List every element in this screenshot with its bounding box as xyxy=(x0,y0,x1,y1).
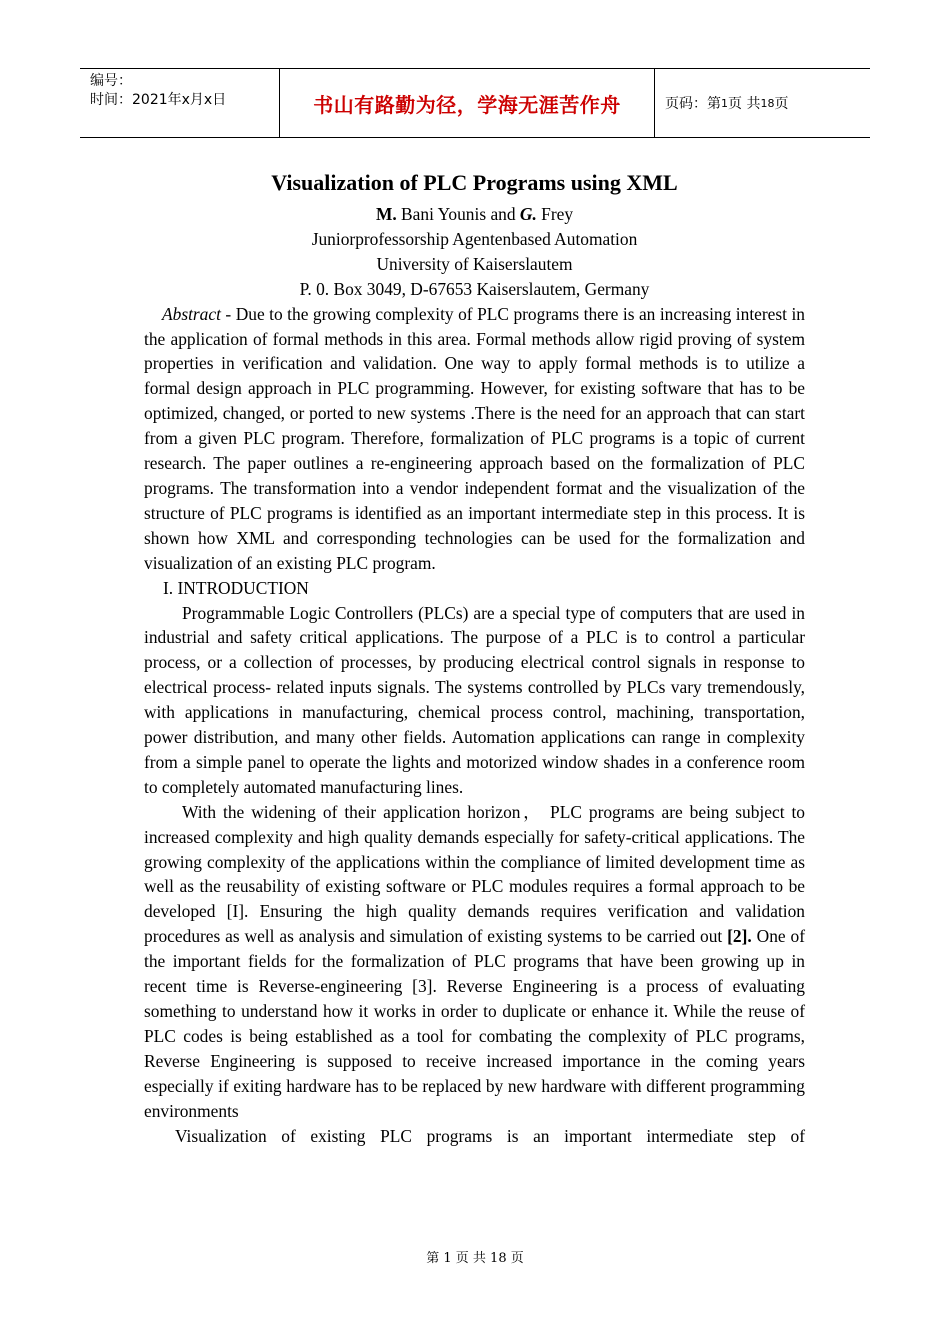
header-motto: 书山有路勤为径，学海无涯苦作舟 xyxy=(280,69,655,137)
para-2-end: One of the important fields for the formalization of PLC programs that have been growing up in recent time is Reverse-engineering [3]. Reverse Engineering is a process of evaluating something to understand how it works in order to duplicate or enhance it. While the reuse of PLC codes is being established as a tool for combating the complexity of PLC programs, Reverse Engineering is supposed to receive increased importance in the coming years especially if exiting hardware has to be replaced by new hardware with different programming environments xyxy=(144,926,805,1121)
body-paragraph-2 xyxy=(144,800,805,1124)
affiliation-line-2: University of Kaiserslautem xyxy=(376,253,573,274)
author-name-2: Frey xyxy=(536,204,574,224)
abstract-paragraph xyxy=(144,302,805,576)
author-initial-1: M. xyxy=(375,204,397,224)
page-suffix: 页 xyxy=(774,96,789,112)
body-paragraph-3: Visualization of existing PLC programs is an important intermediate step of xyxy=(175,1125,805,1146)
affiliation-line-3: P. 0. Box 3049, D-67653 Kaiserslautem, Germany xyxy=(299,278,650,299)
author-initial-2: G. xyxy=(519,204,537,224)
abstract-text: - Due to the growing complexity of PLC programs there is an increasing interest in the application of formal methods in this area. Formal methods allow rigid proving of system properties in verification and validation. One way to apply formal methods is to utilize a formal design approach in PLC programming. However, for existing software that has to be optimized, changed, or ported to new systems .There is the need for an approach that can start from a given PLC program. Therefore, formalization of PLC programs is a topic of current research. The paper outlines a re-engineering approach based on the formalization of PLC programs. The transformation into a vendor independent format and the visualization of the structure of PLC programs is identified as an important intermediate step in this process. It is shown how XML and corresponding technologies can be used for the formalization and visualization of an existing PLC program. xyxy=(144,303,805,573)
para-2-start: With the widening of their application horizon， PLC programs are being subject to increased complexity and high quality demands especially for safety-critical applications. The growing complexity of the applications within the compliance of limited development time as well as the reusability of existing software or PLC modules requires a formal approach to be developed [I]. Ensuring the high quality demands requires verification and validation procedures as well as analysis and simulation of existing systems to be carried out xyxy=(144,801,805,947)
page-footer: 第 1 页 共 18 页 xyxy=(426,1251,524,1266)
header-meta xyxy=(80,69,280,137)
body-paragraph-1: Programmable Logic Controllers (PLCs) are a special type of computers that are used in industrial and safety critical applications. The purpose of a PLC is to control a particular process, or a collection of processes, by producing electrical control signals in response to electrical process- related inputs signals. The systems controlled by PLCs vary tremendously, with applications in manufacturing, chemical process control, machining, transportation, power distribution, and many other fields. Automation applications can range in complexity from a simple panel to operate the lights and motorized window shades in a conference room to completely automated manufacturing lines. xyxy=(144,602,805,797)
citation-2: [2]. xyxy=(727,926,752,947)
document-number-label: 编号： xyxy=(90,73,132,89)
paper-authors xyxy=(144,202,805,227)
page-mid: 页 共 xyxy=(728,96,761,112)
paper-body xyxy=(144,168,805,1148)
page-prefix: 页码：第 xyxy=(665,96,721,112)
section-heading: I. INTRODUCTION xyxy=(163,577,309,598)
page-total: 18 xyxy=(760,96,775,110)
abstract-label: Abstract xyxy=(162,303,221,324)
header-page-indicator xyxy=(655,69,870,137)
page-number: 1 xyxy=(721,96,728,110)
page-header xyxy=(80,68,870,138)
author-name-1: Bani Younis and xyxy=(396,204,520,224)
document-date: 时间：2021年x月x日 xyxy=(90,92,227,108)
paper-title: Visualization of PLC Programs using XML xyxy=(271,170,678,195)
affiliation-line-1: Juniorprofessorship Agentenbased Automation xyxy=(311,228,638,249)
